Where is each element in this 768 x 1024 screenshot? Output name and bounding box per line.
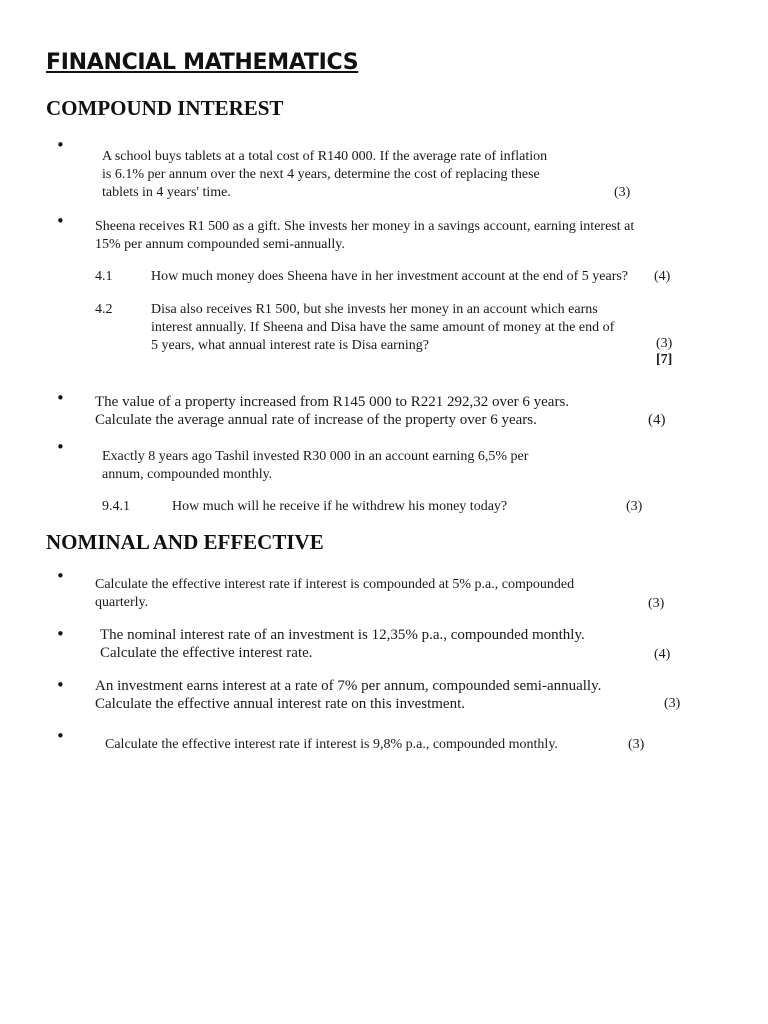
question-line: How much money does Sheena have in her investment account at the end of 5 years?	[151, 269, 629, 284]
question-property	[95, 393, 569, 429]
bullet: •	[56, 567, 65, 585]
question-effective-quarterly	[95, 576, 574, 612]
sub-question-text	[172, 498, 507, 516]
question-line: tablets in 4 years' time.	[102, 185, 231, 200]
question-tashil	[102, 448, 528, 484]
mark-allocation: (4)	[648, 412, 666, 428]
bullet: •	[56, 389, 65, 407]
bullet: •	[56, 136, 65, 154]
sub-question-text	[151, 268, 628, 286]
bullet: •	[56, 212, 65, 230]
sub-question-number: 4.1	[95, 269, 113, 284]
mark-allocation: (4)	[654, 269, 671, 284]
question-effective-monthly	[105, 736, 558, 754]
question-line: 5 years, what annual interest rate is Disa earning?	[151, 338, 429, 353]
bullet: •	[56, 727, 65, 745]
bullet: •	[56, 438, 65, 456]
mark-allocation: (3)	[626, 499, 643, 514]
question-line: Calculate the effective interest rate if interest is compounded at 5% p.a., compounded	[95, 577, 575, 592]
question-line: Calculate the effective interest rate.	[100, 645, 313, 661]
question-tablets	[102, 148, 547, 202]
page-title: FINANCIAL MATHEMATICS	[46, 50, 359, 75]
mark-allocation: (4)	[654, 647, 671, 662]
question-line: The value of a property increased from R145 000 to R221 292,32 over 6 years.	[95, 394, 570, 410]
sub-question-4-1	[95, 268, 695, 286]
question-line: Calculate the average annual rate of increase of the property over 6 years.	[95, 412, 537, 428]
total-mark: [7]	[656, 352, 673, 367]
question-line: The nominal interest rate of an investment is 12,35% p.a., compounded monthly.	[100, 627, 585, 643]
question-line: Exactly 8 years ago Tashil invested R30 000 in an account earning 6,5% per	[102, 449, 529, 464]
question-line: Sheena receives R1 500 as a gift. She invests her money in a savings account, earning interest at	[95, 219, 635, 234]
mark-allocation: (3)	[614, 185, 631, 200]
question-line: annum, compounded monthly.	[102, 467, 273, 482]
bullet: •	[56, 676, 65, 694]
section-heading-nominal-effective: NOMINAL AND EFFECTIVE	[46, 530, 324, 554]
sub-question-9-4-1	[102, 498, 642, 516]
question-line: quarterly.	[95, 595, 149, 610]
section-heading-compound-interest: COMPOUND INTEREST	[46, 96, 284, 120]
question-line: Calculate the effective interest rate if interest is 9,8% p.a., compounded monthly.	[105, 737, 558, 752]
mark-allocation: (3)	[648, 596, 665, 611]
question-line: How much will he receive if he withdrew his money today?	[172, 499, 508, 514]
mark-allocation: (3)	[656, 336, 673, 351]
question-semi-annual	[95, 677, 601, 713]
question-sheena	[95, 218, 634, 254]
question-line: Disa also receives R1 500, but she invests her money in an account which earns	[151, 302, 598, 317]
question-nominal-monthly	[100, 626, 585, 662]
question-line: An investment earns interest at a rate of 7% per annum, compounded semi-annually.	[95, 678, 602, 694]
question-line: 15% per annum compounded semi-annually.	[95, 237, 345, 252]
question-line: interest annually. If Sheena and Disa have the same amount of money at the end of	[151, 320, 615, 335]
mark-allocation: (3)	[664, 696, 681, 711]
bullet: •	[56, 625, 65, 643]
sub-question-4-2	[95, 301, 695, 355]
question-line: A school buys tablets at a total cost of R140 000. If the average rate of inflation	[102, 149, 548, 164]
sub-question-text	[151, 301, 614, 355]
sub-question-number: 9.4.1	[102, 499, 130, 514]
question-line: Calculate the effective annual interest rate on this investment.	[95, 696, 466, 712]
sub-question-number: 4.2	[95, 302, 113, 317]
question-line: is 6.1% per annum over the next 4 years, determine the cost of replacing these	[102, 167, 540, 182]
mark-allocation: (3)	[628, 737, 645, 752]
